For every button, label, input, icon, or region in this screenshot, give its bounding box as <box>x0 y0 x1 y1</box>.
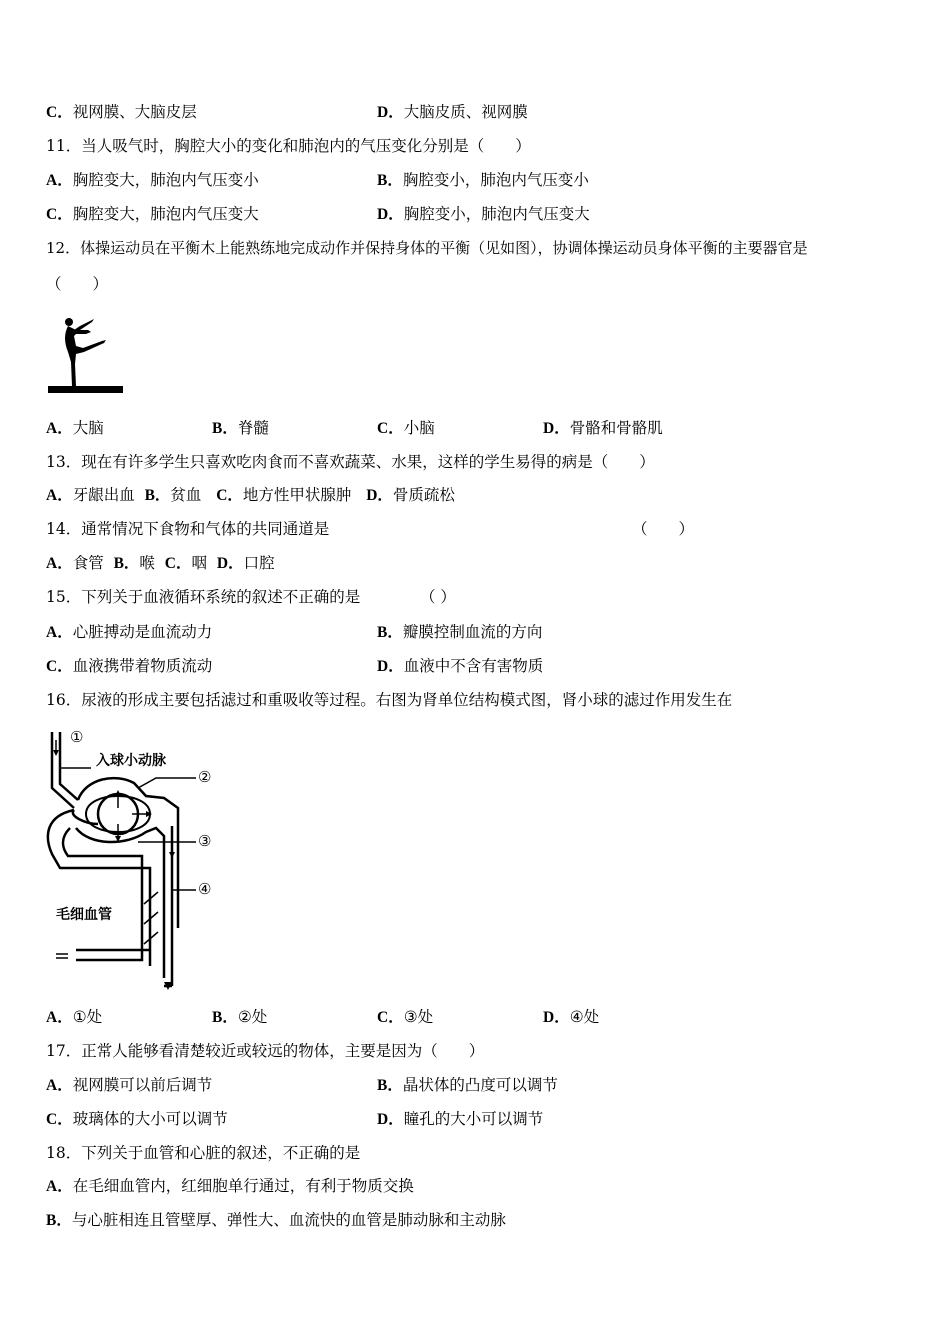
q16-stem: 16．尿液的形成主要包括滤过和重吸收等过程。右图为肾单位结构模式图，肾小球的滤过作用发生在 <box>46 691 733 709</box>
q15-answer-bracket: （ ） <box>420 588 456 606</box>
afferent-arteriole-label: 入球小动脉 <box>96 753 166 769</box>
option-label: C． <box>377 1009 404 1026</box>
q13-options <box>46 485 455 506</box>
option-label: C． <box>46 1111 73 1128</box>
label-2: ② <box>198 768 212 786</box>
option-text: 食管 <box>72 554 104 572</box>
capillary-label: 毛细血管 <box>56 907 112 923</box>
option-label: C． <box>216 487 243 504</box>
q11-option-d <box>377 204 590 225</box>
option-text: 瞳孔的大小可以调节 <box>403 1110 544 1128</box>
q14-answer-bracket: （ ） <box>632 520 695 538</box>
option-label: B． <box>377 624 403 641</box>
q10-option-c <box>46 102 197 123</box>
option-text: 喉 <box>139 554 155 572</box>
q15-option-d <box>377 656 543 677</box>
q14-stem: 14．通常情况下食物和气体的共同通道是 <box>46 520 330 538</box>
option-label: D． <box>377 658 404 675</box>
option-label: A． <box>46 1178 73 1195</box>
q15-option-b <box>377 622 542 643</box>
option-label: C． <box>164 555 192 572</box>
option-text: 胸腔变小，肺泡内气压变大 <box>403 205 590 223</box>
q17-option-b <box>377 1075 558 1096</box>
q17-option-a <box>46 1075 212 1096</box>
q12-option-d <box>543 418 663 439</box>
option-text: ①处 <box>72 1008 103 1026</box>
option-label: A． <box>46 1077 73 1094</box>
option-label: A． <box>46 1009 73 1026</box>
option-label: A． <box>46 172 73 189</box>
option-label: B． <box>113 555 140 572</box>
q18-option-a <box>46 1176 414 1197</box>
option-label: B． <box>212 420 238 437</box>
option-text: 胸腔变小，肺泡内气压变小 <box>402 171 589 189</box>
option-text: 晶状体的凸度可以调节 <box>402 1076 558 1094</box>
option-text: 咽 <box>191 554 208 572</box>
q15-option-c <box>46 656 212 677</box>
nephron-diagram <box>46 728 226 990</box>
option-text: 胸腔变大，肺泡内气压变小 <box>72 171 259 189</box>
option-text: 贫血 <box>170 486 202 504</box>
option-label: D． <box>543 420 570 437</box>
q12-option-a <box>46 418 104 439</box>
option-text: 血液中不含有害物质 <box>403 657 544 675</box>
q18-stem: 18．下列关于血管和心脏的叙述，不正确的是 <box>46 1144 361 1162</box>
q11-option-b <box>377 170 589 191</box>
label-3: ③ <box>198 832 212 850</box>
q16-option-b <box>212 1007 267 1028</box>
option-text: 视网膜可以前后调节 <box>72 1076 213 1094</box>
option-label: C． <box>46 104 73 121</box>
q15-stem: 15．下列关于血液循环系统的叙述不正确的是 <box>46 588 361 606</box>
option-label: A． <box>46 420 73 437</box>
gymnast-on-beam-icon <box>46 312 126 396</box>
q12-option-c <box>377 418 435 439</box>
q12-stem: 12．体操运动员在平衡木上能熟练地完成动作并保持身体的平衡（见如图），协调体操运动员身体平衡的主要器官是 <box>46 239 808 257</box>
q17-option-c <box>46 1109 228 1130</box>
q11-option-c <box>46 204 259 225</box>
label-4: ④ <box>198 880 212 898</box>
option-text: 血液携带着物质流动 <box>72 657 213 675</box>
q17-option-d <box>377 1109 543 1130</box>
option-text: 地方性甲状腺肿 <box>242 486 352 504</box>
option-text: ③处 <box>403 1008 434 1026</box>
option-label: D． <box>543 1009 570 1026</box>
q18-option-b <box>46 1210 506 1231</box>
option-label: C． <box>46 206 73 223</box>
option-label: D． <box>216 555 244 572</box>
option-text: 与心脏相连且管壁厚、弹性大、血流快的血管是肺动脉和主动脉 <box>71 1211 506 1229</box>
label-1: ① <box>70 728 84 746</box>
option-text: 口腔 <box>243 554 275 572</box>
option-label: B． <box>144 487 171 504</box>
option-text: 大脑 <box>72 419 104 437</box>
option-label: A． <box>46 624 73 641</box>
option-text: 在毛细血管内，红细胞单行通过，有利于物质交换 <box>72 1177 414 1195</box>
q12-stem-bracket: （ ） <box>46 275 109 293</box>
option-label: A． <box>46 487 73 504</box>
option-text: 小脑 <box>403 419 435 437</box>
option-text: 脊髓 <box>237 419 269 437</box>
option-text: ②处 <box>237 1008 268 1026</box>
q17-stem: 17．正常人能够看清楚较近或较远的物体，主要是因为（ ） <box>46 1042 485 1060</box>
option-label: A． <box>46 555 73 572</box>
option-label: B． <box>46 1212 72 1229</box>
option-text: 视网膜、大脑皮层 <box>72 103 197 121</box>
option-text: 胸腔变大，肺泡内气压变大 <box>72 205 259 223</box>
option-label: B． <box>377 172 403 189</box>
gymnast-figure <box>46 312 126 396</box>
q11-option-a <box>46 170 259 191</box>
q16-option-c <box>377 1007 433 1028</box>
q12-option-b <box>212 418 269 439</box>
q10-option-d <box>377 102 528 123</box>
option-label: D． <box>377 206 404 223</box>
option-text: ④处 <box>569 1008 600 1026</box>
option-label: B． <box>377 1077 403 1094</box>
option-text: 大脑皮质、视网膜 <box>403 103 528 121</box>
option-label: C． <box>377 420 404 437</box>
option-label: C． <box>46 658 73 675</box>
option-text: 牙龈出血 <box>72 486 135 504</box>
option-text: 心脏搏动是血流动力 <box>72 623 213 641</box>
option-text: 骨骼和骨骼肌 <box>569 419 663 437</box>
option-label: B． <box>212 1009 238 1026</box>
option-text: 玻璃体的大小可以调节 <box>72 1110 228 1128</box>
option-text: 骨质疏松 <box>392 486 455 504</box>
option-label: D． <box>377 1111 404 1128</box>
q15-option-a <box>46 622 212 643</box>
option-text: 瓣膜控制血流的方向 <box>402 623 543 641</box>
q16-option-a <box>46 1007 102 1028</box>
option-label: D． <box>377 104 404 121</box>
option-label: D． <box>366 487 393 504</box>
q13-stem: 13．现在有许多学生只喜欢吃肉食而不喜欢蔬菜、水果，这样的学生易得的病是（ ） <box>46 453 655 471</box>
q11-stem: 11．当人吸气时，胸腔大小的变化和肺泡内的气压变化分别是（ ） <box>46 137 531 155</box>
q16-option-d <box>543 1007 599 1028</box>
q14-options <box>46 553 275 574</box>
